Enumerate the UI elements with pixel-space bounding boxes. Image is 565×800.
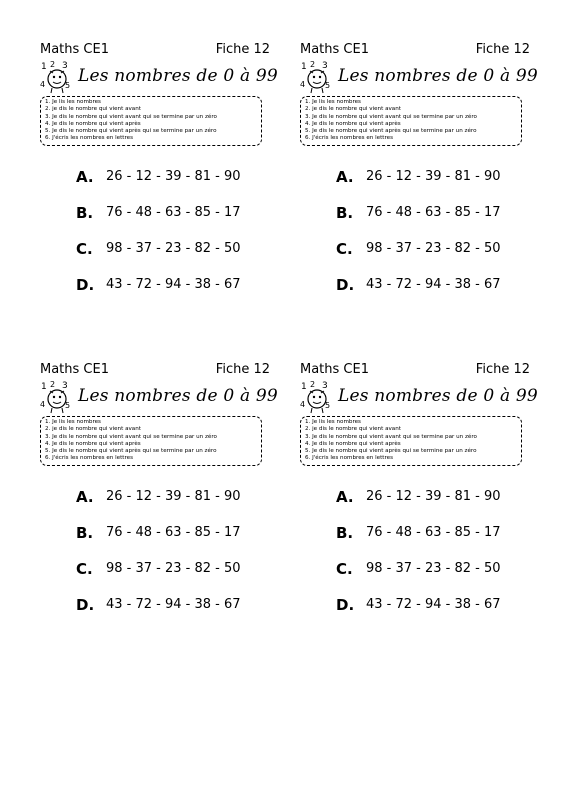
row-numbers: 76 - 48 - 63 - 85 - 17 xyxy=(366,205,501,220)
row-letter: B. xyxy=(336,524,354,542)
row-letter: B. xyxy=(76,204,94,222)
worksheet-title: Les nombres de 0 à 99 xyxy=(338,66,538,86)
svg-text:1: 1 xyxy=(301,62,307,72)
row-numbers: 26 - 12 - 39 - 81 - 90 xyxy=(366,489,501,504)
svg-text:5: 5 xyxy=(65,401,71,410)
row-letter: B. xyxy=(76,524,94,542)
row-numbers: 43 - 72 - 94 - 38 - 67 xyxy=(106,597,241,612)
row-letter: D. xyxy=(76,596,95,614)
number-row xyxy=(76,276,270,298)
row-numbers: 26 - 12 - 39 - 81 - 90 xyxy=(106,169,241,184)
svg-text:4: 4 xyxy=(300,400,306,409)
number-row xyxy=(76,204,270,226)
instruction-item: 4. Je dis le nombre qui vient après xyxy=(305,440,401,447)
worksheet-card-top-left xyxy=(40,42,278,332)
number-row xyxy=(336,524,530,546)
number-row xyxy=(336,240,530,262)
row-numbers: 98 - 37 - 23 - 82 - 50 xyxy=(106,241,241,256)
row-letter: C. xyxy=(336,560,353,578)
instruction-item: 5. Je dis le nombre qui vient après qui se termine par un zéro xyxy=(305,448,477,455)
row-numbers: 26 - 12 - 39 - 81 - 90 xyxy=(106,489,241,504)
instruction-item: 4. Je dis le nombre qui vient après xyxy=(45,120,141,127)
number-row xyxy=(336,276,530,298)
number-row xyxy=(76,240,270,262)
instruction-item: 4. Je dis le nombre qui vient après xyxy=(305,120,401,127)
card-header xyxy=(300,362,530,380)
instruction-item: 1. Je lis les nombres xyxy=(305,419,361,425)
instructions-box xyxy=(300,416,522,466)
svg-text:2: 2 xyxy=(310,380,316,389)
subject-label: Maths CE1 xyxy=(300,42,369,57)
instruction-item: 2. je dis le nombre qui vient avant xyxy=(45,106,141,113)
instruction-item: 1. Je lis les nombres xyxy=(305,99,361,105)
row-letter: D. xyxy=(76,276,95,294)
number-row xyxy=(336,168,530,190)
card-header xyxy=(40,42,270,60)
svg-text:4: 4 xyxy=(300,80,306,89)
title-row xyxy=(40,380,278,414)
svg-text:3: 3 xyxy=(62,381,68,391)
svg-text:3: 3 xyxy=(322,381,328,391)
instruction-item: 6. J'écris les nombres en lettres xyxy=(45,135,134,142)
instruction-item: 1. Je lis les nombres xyxy=(45,419,101,425)
row-numbers: 43 - 72 - 94 - 38 - 67 xyxy=(106,277,241,292)
sheet-label: Fiche 12 xyxy=(215,362,270,377)
number-mascot-icon xyxy=(40,60,74,94)
svg-text:5: 5 xyxy=(65,81,71,90)
row-letter: A. xyxy=(76,488,94,506)
svg-text:4: 4 xyxy=(40,80,46,89)
number-row xyxy=(76,596,270,618)
instruction-item: 6. J'écris les nombres en lettres xyxy=(305,135,394,142)
instruction-item: 3. Je dis le nombre qui vient avant qui se termine par un zéro xyxy=(305,113,477,120)
card-header xyxy=(300,42,530,60)
number-row xyxy=(76,168,270,190)
sheet-label: Fiche 12 xyxy=(215,42,270,57)
instructions-box xyxy=(40,416,262,466)
worksheet-card-bottom-right xyxy=(300,362,538,652)
svg-text:2: 2 xyxy=(50,380,56,389)
title-row xyxy=(300,60,538,94)
worksheet-card-top-right xyxy=(300,42,538,332)
number-row xyxy=(76,488,270,510)
instruction-item: 3. Je dis le nombre qui vient avant qui se termine par un zéro xyxy=(305,433,477,440)
svg-text:1: 1 xyxy=(41,382,47,392)
title-row xyxy=(40,60,278,94)
row-letter: C. xyxy=(336,240,353,258)
instruction-item: 2. je dis le nombre qui vient avant xyxy=(305,426,401,433)
svg-text:4: 4 xyxy=(40,400,46,409)
svg-text:5: 5 xyxy=(325,81,331,90)
instruction-item: 4. Je dis le nombre qui vient après xyxy=(45,440,141,447)
row-numbers: 76 - 48 - 63 - 85 - 17 xyxy=(106,205,241,220)
subject-label: Maths CE1 xyxy=(300,362,369,377)
instructions-box xyxy=(300,96,522,146)
row-letter: A. xyxy=(336,168,354,186)
title-row xyxy=(300,380,538,414)
instruction-item: 1. Je lis les nombres xyxy=(45,99,101,105)
instruction-item: 2. je dis le nombre qui vient avant xyxy=(305,106,401,113)
instruction-item: 3. Je dis le nombre qui vient avant qui se termine par un zéro xyxy=(45,433,217,440)
svg-text:5: 5 xyxy=(325,401,331,410)
sheet-label: Fiche 12 xyxy=(475,362,530,377)
instruction-item: 5. Je dis le nombre qui vient après qui se termine par un zéro xyxy=(305,128,477,135)
row-letter: A. xyxy=(76,168,94,186)
number-row xyxy=(336,488,530,510)
card-header xyxy=(40,362,270,380)
row-numbers: 76 - 48 - 63 - 85 - 17 xyxy=(106,525,241,540)
number-row xyxy=(336,560,530,582)
instruction-item: 2. je dis le nombre qui vient avant xyxy=(45,426,141,433)
svg-text:1: 1 xyxy=(301,382,307,392)
row-letter: A. xyxy=(336,488,354,506)
row-letter: C. xyxy=(76,560,93,578)
svg-text:2: 2 xyxy=(50,60,56,69)
sheet-label: Fiche 12 xyxy=(475,42,530,57)
instruction-item: 3. Je dis le nombre qui vient avant qui se termine par un zéro xyxy=(45,113,217,120)
row-letter: D. xyxy=(336,596,355,614)
number-mascot-icon xyxy=(300,60,334,94)
row-letter: B. xyxy=(336,204,354,222)
row-letter: C. xyxy=(76,240,93,258)
worksheet-card-bottom-left xyxy=(40,362,278,652)
instruction-item: 5. Je dis le nombre qui vient après qui se termine par un zéro xyxy=(45,128,217,135)
subject-label: Maths CE1 xyxy=(40,362,109,377)
instructions-box xyxy=(40,96,262,146)
number-row xyxy=(76,524,270,546)
worksheet-title: Les nombres de 0 à 99 xyxy=(78,66,278,86)
instruction-item: 6. J'écris les nombres en lettres xyxy=(45,455,134,462)
number-mascot-icon xyxy=(40,380,74,414)
number-row xyxy=(76,560,270,582)
svg-text:1: 1 xyxy=(41,62,47,72)
row-numbers: 76 - 48 - 63 - 85 - 17 xyxy=(366,525,501,540)
svg-text:3: 3 xyxy=(62,61,68,71)
worksheet-title: Les nombres de 0 à 99 xyxy=(78,386,278,406)
row-numbers: 98 - 37 - 23 - 82 - 50 xyxy=(366,561,501,576)
row-numbers: 26 - 12 - 39 - 81 - 90 xyxy=(366,169,501,184)
number-row xyxy=(336,204,530,226)
number-mascot-icon xyxy=(300,380,334,414)
row-numbers: 98 - 37 - 23 - 82 - 50 xyxy=(366,241,501,256)
svg-text:3: 3 xyxy=(322,61,328,71)
row-letter: D. xyxy=(336,276,355,294)
instruction-item: 6. J'écris les nombres en lettres xyxy=(305,455,394,462)
svg-text:2: 2 xyxy=(310,60,316,69)
row-numbers: 98 - 37 - 23 - 82 - 50 xyxy=(106,561,241,576)
instruction-item: 5. Je dis le nombre qui vient après qui se termine par un zéro xyxy=(45,448,217,455)
row-numbers: 43 - 72 - 94 - 38 - 67 xyxy=(366,597,501,612)
subject-label: Maths CE1 xyxy=(40,42,109,57)
number-row xyxy=(336,596,530,618)
worksheet-title: Les nombres de 0 à 99 xyxy=(338,386,538,406)
row-numbers: 43 - 72 - 94 - 38 - 67 xyxy=(366,277,501,292)
